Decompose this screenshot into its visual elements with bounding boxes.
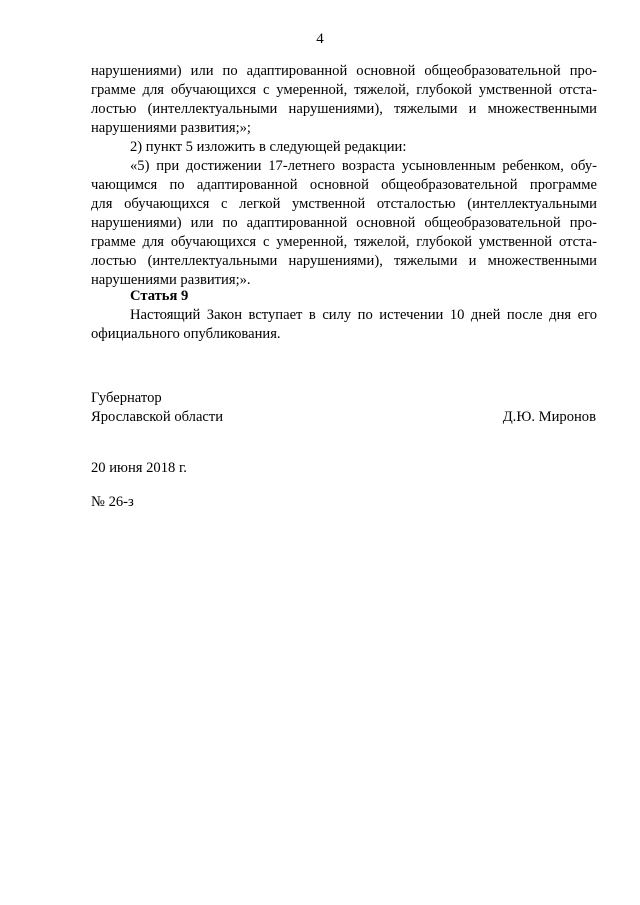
signatory-position-line2: Ярославской области — [91, 409, 224, 425]
text-line: нарушениями) или по адаптированной основной общеобразовательной про- — [91, 215, 597, 231]
law-number: № 26-з — [91, 494, 134, 510]
text-line: чающимся по адаптированной основной общеобразовательной программе — [91, 177, 597, 193]
article-9-title: Статья 9 — [130, 288, 189, 304]
text-line: «5) при достижении 17-летнего возраста усыновленным ребенком, обу- — [130, 158, 597, 174]
signing-date: 20 июня 2018 г. — [91, 460, 187, 476]
text-line: грамме для обучающихся с умеренной, тяжелой, глубокой умственной отста- — [91, 234, 597, 250]
signatory-name: Д.Ю. Миронов — [502, 409, 596, 425]
text-line: Настоящий Закон вступает в силу по истечении 10 дней после дня его — [130, 307, 597, 323]
text-line: грамме для обучающихся с умеренной, тяжелой, глубокой умственной отста- — [91, 82, 597, 98]
text-line: лостью (интеллектуальными нарушениями), тяжелыми и множественными — [91, 253, 597, 269]
signatory-position-line1: Губернатор — [91, 390, 162, 406]
text-line: нарушениями) или по адаптированной основной общеобразовательной про- — [91, 63, 597, 79]
point-2-heading: 2) пункт 5 изложить в следующей редакции: — [130, 139, 407, 155]
text-line: нарушениями развития;»; — [91, 120, 251, 136]
text-line: для обучающихся с легкой умственной отсталостью (интеллектуальными — [91, 196, 597, 212]
text-line: нарушениями развития;». — [91, 272, 251, 288]
page-number: 4 — [316, 31, 324, 47]
text-line: официального опубликования. — [91, 326, 281, 342]
text-line: лостью (интеллектуальными нарушениями), тяжелыми и множественными — [91, 101, 597, 117]
